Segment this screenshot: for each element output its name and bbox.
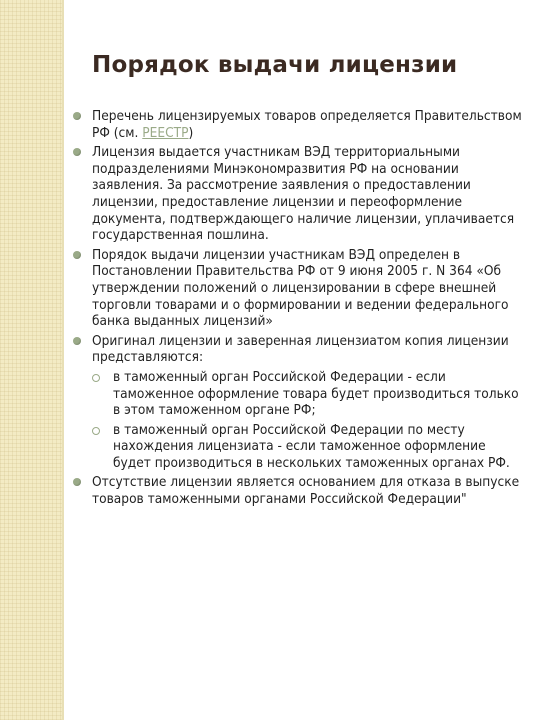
bullet-item-license-issuance bbox=[72, 144, 522, 244]
bullet-icon bbox=[73, 112, 81, 120]
sub-bullet-text: в таможенный орган Российской Федерации по месту нахождения лицензиата - если таможенное оформление будет производиться в нескольких таможенных органах РФ. bbox=[113, 421, 510, 471]
sub-bullet-icon bbox=[92, 374, 100, 382]
bullet-text: Порядок выдачи лицензии участникам ВЭД определен в Постановлении Правительства РФ от 9 июня 2005 г. N 364 «Об утверждении положений о лицензировании в сфере внешней торговли товарами и о формировании и ведении федерального банка выданных лицензий» bbox=[92, 246, 509, 330]
sub-bullet-item-single-customs bbox=[72, 369, 522, 419]
bullet-text: Лицензия выдается участникам ВЭД территориальными подразделениями Минэкономразвития РФ на основании заявления. За рассмотрение заявления о предоставлении лицензии, предоставление лицензии и переоформление документа, подтверждающего наличие лицензии, уплачивается государственная пошлина. bbox=[92, 144, 515, 244]
bullet-icon bbox=[73, 148, 81, 156]
bullet-text: Оригинал лицензии и заверенная лицензиатом копия лицензии представляются: bbox=[92, 332, 509, 366]
bullet-icon bbox=[73, 251, 81, 259]
bullet-item-absence-of-license bbox=[72, 474, 522, 507]
bullet-item-procedure bbox=[72, 247, 522, 330]
bullet-text: Отсутствие лицензии является основанием для отказа в выпуске товаров таможенными органами Российской Федерации" bbox=[92, 474, 520, 508]
registry-link[interactable]: РЕЕСТР bbox=[142, 124, 189, 141]
bullet-item-original-license bbox=[72, 333, 522, 366]
bullet-text-end: ) bbox=[188, 124, 194, 141]
decorative-side-band bbox=[0, 0, 62, 720]
slide-title: Порядок выдачи лицензии bbox=[92, 52, 458, 78]
bullet-icon bbox=[73, 478, 81, 486]
bullet-list bbox=[72, 108, 522, 511]
sub-bullet-item-multiple-customs bbox=[72, 422, 522, 472]
bullet-item-list-of-goods bbox=[72, 108, 522, 141]
bullet-icon bbox=[73, 337, 81, 345]
sub-bullet-icon bbox=[92, 427, 100, 435]
side-band-divider bbox=[62, 0, 64, 720]
sub-bullet-text: в таможенный орган Российской Федерации - если таможенное оформление товара будет производиться только в этом таможенном органе РФ; bbox=[113, 368, 519, 419]
bullet-text: Перечень лицензируемых товаров определяется Правительством РФ (см. bbox=[92, 108, 522, 141]
